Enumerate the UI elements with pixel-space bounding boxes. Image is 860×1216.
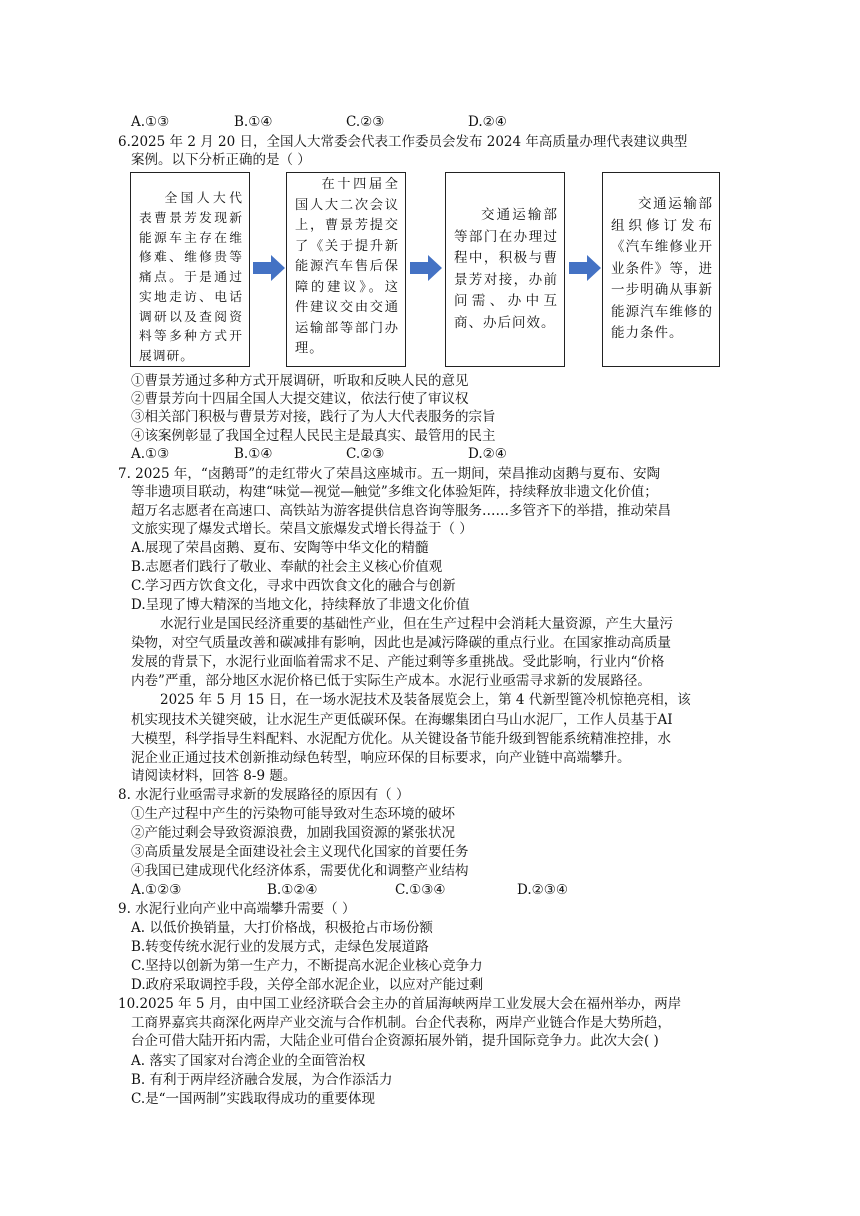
q8-option-c: C.①③④ [395,882,446,898]
material-line-3: 发展的背景下，水泥行业面临着需求不足、产能过剩等多重挑战。受此影响，行业内“价格 [131,654,665,670]
q5-options [131,113,731,132]
flow-box-2 [286,172,406,367]
material-line-1: 水泥行业是国民经济重要的基础性产业，但在生产过程中会消耗大量资源，产生大量污 [160,616,673,632]
material-line-2: 染物，对空气质量改善和碳减排有影响，因此也是减污降碳的重点行业。在国家推动高质量 [131,635,671,651]
q7-option-d: D.呈现了博大精深的当地文化，持续释放了非遗文化价值 [131,597,470,613]
q10-option-c: C.是“一国两制”实践取得成功的重要体现 [131,1091,375,1107]
q7-stem-line-2: 等非遗项目联动，构建“味觉—视觉—触觉”多维文化体验矩阵，持续释放非遗文化价值； [131,484,658,500]
q10-option-b: B. 有利于两岸经济融合发展，为合作添活力 [131,1072,393,1088]
flow-box-4 [602,172,720,367]
q9-option-a: A. 以低价换销量，大打价格战，积极抢占市场份额 [131,920,433,936]
flow-box-3 [445,172,565,367]
q9-stem: 9. 水泥行业向产业中高端攀升需要（ ） [118,901,356,917]
flow-box-1-text: 全国人大代表曹景芳发现新能源车主存在维修难、维修贵等痛点。于是通过实地走访、电话调研以及查阅资料等多种方式开展调研。 [139,191,243,365]
q5-option-c: C.②③ [346,114,385,130]
flow-box-3-text: 交通运输部等部门在办理过程中，积极与曹景芳对接，办前问需、办中互商、办后问效。 [454,207,558,331]
q6-options [131,445,731,464]
flow-arrow-1-icon [253,255,285,281]
q6-stem-line-1: 6.2025 年 2 月 20 日，全国人大常委会代表工作委员会发布 2024 年高质量办理代表建议典型 [118,134,688,150]
q8-statement-2: ②产能过剩会导致资源浪费，加剧我国资源的紧张状况 [131,825,455,841]
material-line-6: 机实现技术关键突破，让水泥生产更低碳环保。在海螺集团白马山水泥厂，工作人员基于AI [131,712,673,728]
q10-stem-line-3: 台企可借大陆开拓内需，大陆企业可借台企资源拓展外销，提升国际竞争力。此次大会( ) [131,1033,659,1049]
q9-option-c: C.坚持以创新为第一生产力，不断提高水泥企业核心竞争力 [131,958,483,974]
flow-box-4-text: 交通运输部组织修订发布《汽车维修业开业条件》等，进一步明确从事新能源汽车维修的能力条件。 [611,196,713,342]
material-line-8: 泥企业正通过技术创新推动绿色转型，响应环保的目标要求，向产业链中高端攀升。 [131,750,631,766]
q6-stem-line-2: 案例。以下分析正确的是（ ） [131,152,311,168]
q10-stem-line-2: 工商界嘉宾共商深化两岸产业交流与合作机制。台企代表称，两岸产业链合作是大势所趋， [131,1015,671,1031]
q8-option-d: D.②③④ [517,882,568,898]
q6-statement-1: ①曹景芳通过多种方式开展调研，听取和反映人民的意见 [131,373,469,389]
q9-option-b: B.转变传统水泥行业的发展方式，走绿色发展道路 [131,939,429,955]
q8-statement-1: ①生产过程中产生的污染物可能导致对生态环境的破坏 [131,806,455,822]
q8-stem: 8. 水泥行业亟需寻求新的发展路径的原因有（ ） [118,787,410,803]
q7-stem-line-1: 7. 2025 年，“卤鹅哥”的走红带火了荣昌这座城市。五一期间，荣昌推动卤鹅与夏布、安陶 [118,466,661,482]
q6-option-d: D.②④ [468,446,507,462]
q6-option-b: B.①④ [234,446,273,462]
material-instruction: 请阅读材料，回答 8-9 题。 [131,768,297,784]
q5-option-b: B.①④ [234,114,273,130]
q5-option-d: D.②④ [468,114,507,130]
q6-statement-4: ④该案例彰显了我国全过程人民民主是最真实、最管用的民主 [131,428,496,444]
q7-stem-line-4: 文旅实现了爆发式增长。荣昌文旅爆发式增长得益于（ ） [131,521,473,537]
q7-option-a: A.展现了荣昌卤鹅、夏布、安陶等中华文化的精髓 [131,540,429,556]
material-line-5: 2025 年 5 月 15 日，在一场水泥技术及装备展览会上，第 4 代新型篦冷机惊艳亮相，该 [160,692,691,708]
q10-option-a: A. 落实了国家对台湾企业的全面管治权 [131,1053,366,1069]
q6-option-a: A.①③ [131,446,170,462]
material-line-7: 大模型，科学指导生料配料、水泥配方优化。从关键设备节能升级到智能系统精准控排，水 [131,731,671,747]
q8-option-b: B.①②④ [267,882,318,898]
material-line-4: 内卷”严重，部分地区水泥价格已低于实际生产成本。水泥行业亟需寻求新的发展路径。 [131,673,651,689]
flow-arrow-3-icon [569,255,601,281]
q8-statement-3: ③高质量发展是全面建设社会主义现代化国家的首要任务 [131,844,469,860]
q7-option-b: B.志愿者们践行了敬业、奉献的社会主义核心价值观 [131,559,443,575]
q5-option-a: A.①③ [131,114,170,130]
q10-stem-line-1: 10.2025 年 5 月，由中国工业经济联合会主办的首届海峡两岸工业发展大会在福州举办，两岸 [118,996,682,1012]
q7-stem-line-3: 超万名志愿者在高速口、高铁站为游客提供信息咨询等服务……多管齐下的举措，推动荣昌 [131,503,671,519]
q7-option-c: C.学习西方饮食文化，寻求中西饮食文化的融合与创新 [131,578,456,594]
flow-box-2-text: 在十四届全国人大二次会议上，曹景芳提交了《关于提升新能源汽车售后保障的建议》。这件建议交由交通运输部等部门办理。 [295,177,399,357]
q6-option-c: C.②③ [346,446,385,462]
q8-option-a: A.①②③ [131,882,182,898]
q8-statement-4: ④我国已建成现代化经济体系，需要优化和调整产业结构 [131,863,469,879]
q6-statement-3: ③相关部门积极与曹景芳对接，践行了为人大代表服务的宗旨 [131,409,496,425]
q6-statement-2: ②曹景芳向十四届全国人大提交建议，依法行使了审议权 [131,391,469,407]
q9-option-d: D.政府采取调控手段，关停全部水泥企业，以应对产能过剩 [131,977,484,993]
q8-options [131,881,731,900]
flow-box-1 [130,172,250,367]
flow-arrow-2-icon [410,255,442,281]
